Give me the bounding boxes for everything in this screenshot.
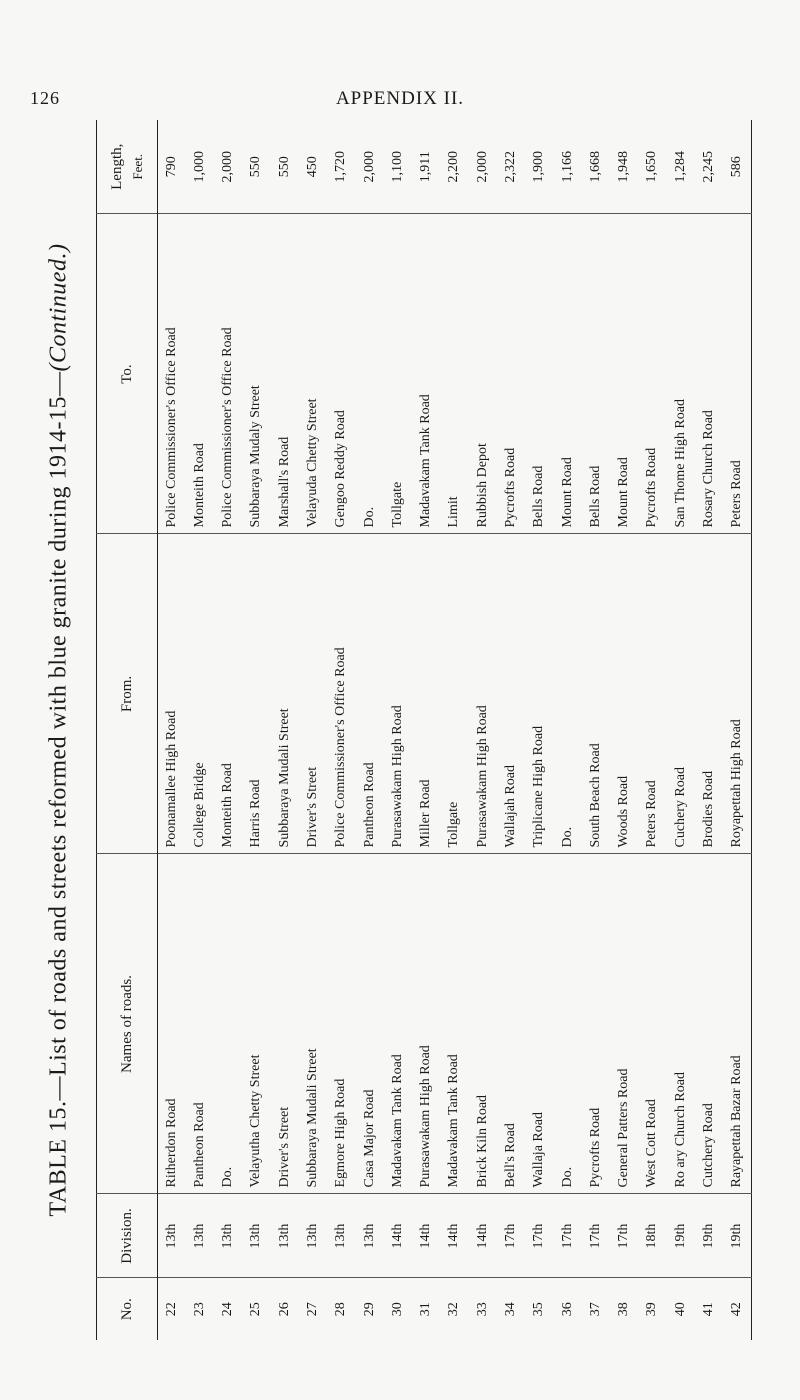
cell-to: Bells Road bbox=[582, 214, 610, 534]
cell-from: Pantheon Road bbox=[355, 534, 383, 854]
cell-from: Miller Road bbox=[412, 534, 440, 854]
cell-from: College Bridge bbox=[186, 534, 214, 854]
header-names: Names of roads. bbox=[97, 854, 158, 1194]
cell-division: 13th bbox=[214, 1194, 242, 1278]
caption-continued: (Continued.) bbox=[45, 243, 72, 372]
roads-table bbox=[96, 120, 752, 1340]
page-number: 126 bbox=[30, 88, 60, 108]
cell-division: 13th bbox=[271, 1194, 299, 1278]
rotated-table bbox=[96, 120, 752, 1340]
cell-to: Subbaraya Mudaly Street bbox=[242, 214, 270, 534]
cell-division: 13th bbox=[242, 1194, 270, 1278]
cell-to: Police Commissioner's Office Road bbox=[214, 214, 242, 534]
cell-division: 13th bbox=[355, 1194, 383, 1278]
table-row bbox=[271, 120, 299, 1340]
cell-to: Marshall's Road bbox=[271, 214, 299, 534]
cell-from: Purasawakam High Road bbox=[469, 534, 497, 854]
cell-length: 1,948 bbox=[616, 151, 632, 183]
cell-no: 35 bbox=[525, 1278, 553, 1340]
cell-length: 550 bbox=[248, 156, 264, 178]
table-row bbox=[440, 120, 468, 1340]
cell-no: 25 bbox=[242, 1278, 270, 1340]
cell-length: 1,650 bbox=[644, 151, 660, 183]
cell-division: 17th bbox=[497, 1194, 525, 1278]
header-no: No. bbox=[97, 1278, 158, 1340]
cell-division: 19th bbox=[667, 1194, 695, 1278]
table-row bbox=[497, 120, 525, 1340]
table-row bbox=[610, 120, 638, 1340]
cell-name: Pantheon Road bbox=[186, 854, 214, 1194]
table-row bbox=[158, 120, 186, 1340]
cell-to: Pycrofts Road bbox=[497, 214, 525, 534]
cell-no: 40 bbox=[667, 1278, 695, 1340]
cell-length: 790 bbox=[163, 156, 179, 178]
cell-no: 32 bbox=[440, 1278, 468, 1340]
cell-to: San Thome High Road bbox=[667, 214, 695, 534]
cell-division: 14th bbox=[469, 1194, 497, 1278]
cell-length: 1,100 bbox=[389, 151, 405, 183]
cell-length: 1,284 bbox=[672, 151, 688, 183]
header-from: From. bbox=[97, 534, 158, 854]
cell-division: 13th bbox=[158, 1194, 186, 1278]
header-row bbox=[97, 120, 158, 1340]
cell-length: 1,166 bbox=[559, 151, 575, 183]
cell-to: Rubbish Depot bbox=[469, 214, 497, 534]
cell-from: Brodies Road bbox=[695, 534, 723, 854]
cell-from: Cuchery Road bbox=[667, 534, 695, 854]
cell-division: 17th bbox=[582, 1194, 610, 1278]
cell-to: Do. bbox=[355, 214, 383, 534]
cell-from: Royapettah High Road bbox=[723, 534, 751, 854]
cell-to: Velayuda Chetty Street bbox=[299, 214, 327, 534]
header-length bbox=[97, 120, 158, 214]
table-row bbox=[214, 120, 242, 1340]
cell-no: 30 bbox=[384, 1278, 412, 1340]
cell-to: Tollgate bbox=[384, 214, 412, 534]
cell-name: Rayapettah Bazar Road bbox=[723, 854, 751, 1194]
cell-no: 41 bbox=[695, 1278, 723, 1340]
table-row bbox=[469, 120, 497, 1340]
cell-to: Madavakam Tank Road bbox=[412, 214, 440, 534]
cell-division: 14th bbox=[440, 1194, 468, 1278]
cell-name: Do. bbox=[553, 854, 581, 1194]
cell-to: Rosary Church Road bbox=[695, 214, 723, 534]
cell-division: 17th bbox=[525, 1194, 553, 1278]
cell-length: 2,000 bbox=[220, 151, 236, 183]
cell-name: Madavakam Tank Road bbox=[440, 854, 468, 1194]
cell-name: General Patters Road bbox=[610, 854, 638, 1194]
cell-name: Subbaraya Mudali Street bbox=[299, 854, 327, 1194]
cell-length: 1,900 bbox=[531, 151, 547, 183]
table-row bbox=[667, 120, 695, 1340]
cell-from: Poonamallee High Road bbox=[158, 534, 186, 854]
cell-no: 36 bbox=[553, 1278, 581, 1340]
cell-length: 586 bbox=[729, 156, 745, 178]
table-row bbox=[525, 120, 553, 1340]
cell-from: Subbaraya Mudali Street bbox=[271, 534, 299, 854]
cell-to: Police Commissioner's Office Road bbox=[158, 214, 186, 534]
cell-division: 18th bbox=[638, 1194, 666, 1278]
table-row bbox=[582, 120, 610, 1340]
table-row bbox=[553, 120, 581, 1340]
cell-to: Bells Road bbox=[525, 214, 553, 534]
cell-name: Casa Major Road bbox=[355, 854, 383, 1194]
cell-length: 2,322 bbox=[503, 151, 519, 183]
cell-length: 550 bbox=[276, 156, 292, 178]
cell-no: 42 bbox=[723, 1278, 751, 1340]
cell-name: Cutchery Road bbox=[695, 854, 723, 1194]
cell-length: 2,000 bbox=[474, 151, 490, 183]
table-area bbox=[96, 120, 752, 1340]
cell-length: 2,200 bbox=[446, 151, 462, 183]
cell-length: 1,911 bbox=[418, 151, 434, 183]
cell-name: Ro ary Church Road bbox=[667, 854, 695, 1194]
cell-length: 2,000 bbox=[361, 151, 377, 183]
cell-no: 26 bbox=[271, 1278, 299, 1340]
cell-name: Driver's Street bbox=[271, 854, 299, 1194]
table-row bbox=[299, 120, 327, 1340]
cell-no: 33 bbox=[469, 1278, 497, 1340]
table-row bbox=[695, 120, 723, 1340]
table-row bbox=[412, 120, 440, 1340]
cell-name: Wallaja Road bbox=[525, 854, 553, 1194]
table-caption bbox=[46, 120, 73, 1340]
cell-name: Bell's Road bbox=[497, 854, 525, 1194]
cell-from: Driver's Street bbox=[299, 534, 327, 854]
cell-to: Pycrofts Road bbox=[638, 214, 666, 534]
cell-division: 14th bbox=[384, 1194, 412, 1278]
cell-from: Woods Road bbox=[610, 534, 638, 854]
table-row bbox=[242, 120, 270, 1340]
cell-to: Monteith Road bbox=[186, 214, 214, 534]
cell-from: Police Commissioner's Office Road bbox=[327, 534, 355, 854]
cell-from: Wallajah Road bbox=[497, 534, 525, 854]
cell-length: 1,720 bbox=[333, 151, 349, 183]
table-row bbox=[638, 120, 666, 1340]
cell-division: 17th bbox=[553, 1194, 581, 1278]
cell-no: 28 bbox=[327, 1278, 355, 1340]
cell-no: 31 bbox=[412, 1278, 440, 1340]
cell-from: Do. bbox=[553, 534, 581, 854]
header-division: Division. bbox=[97, 1194, 158, 1278]
cell-to: Mount Road bbox=[553, 214, 581, 534]
cell-name: Madavakam Tank Road bbox=[384, 854, 412, 1194]
cell-name: Brick Kiln Road bbox=[469, 854, 497, 1194]
cell-name: Velayutha Chetty Street bbox=[242, 854, 270, 1194]
cell-length: 450 bbox=[305, 156, 321, 178]
cell-division: 13th bbox=[186, 1194, 214, 1278]
cell-no: 39 bbox=[638, 1278, 666, 1340]
cell-from: Monteith Road bbox=[214, 534, 242, 854]
caption-main: TABLE 15.—List of roads and streets reformed with blue granite during 1914-15— bbox=[45, 371, 72, 1217]
header-length-unit: Feet. bbox=[129, 153, 145, 180]
cell-no: 23 bbox=[186, 1278, 214, 1340]
cell-from: South Beach Road bbox=[582, 534, 610, 854]
cell-name: Ritherdon Road bbox=[158, 854, 186, 1194]
cell-no: 29 bbox=[355, 1278, 383, 1340]
cell-division: 13th bbox=[299, 1194, 327, 1278]
cell-to: Peters Road bbox=[723, 214, 751, 534]
cell-to: Gengoo Reddy Road bbox=[327, 214, 355, 534]
cell-no: 38 bbox=[610, 1278, 638, 1340]
cell-length: 2,245 bbox=[700, 151, 716, 183]
caption-area bbox=[34, 120, 84, 1340]
cell-division: 13th bbox=[327, 1194, 355, 1278]
cell-name: Purasawakam High Road bbox=[412, 854, 440, 1194]
header-to: To. bbox=[97, 214, 158, 534]
table-row bbox=[355, 120, 383, 1340]
cell-to: Mount Road bbox=[610, 214, 638, 534]
header-length-label: Length, bbox=[108, 143, 125, 190]
cell-to: Limit bbox=[440, 214, 468, 534]
cell-no: 24 bbox=[214, 1278, 242, 1340]
table-row bbox=[186, 120, 214, 1340]
cell-no: 34 bbox=[497, 1278, 525, 1340]
cell-no: 22 bbox=[158, 1278, 186, 1340]
cell-length: 1,668 bbox=[587, 151, 603, 183]
table-body bbox=[158, 120, 752, 1340]
cell-name: West Cott Road bbox=[638, 854, 666, 1194]
cell-division: 14th bbox=[412, 1194, 440, 1278]
table-row bbox=[384, 120, 412, 1340]
cell-name: Do. bbox=[214, 854, 242, 1194]
table-row bbox=[723, 120, 751, 1340]
cell-from: Peters Road bbox=[638, 534, 666, 854]
cell-length: 1,000 bbox=[191, 151, 207, 183]
cell-division: 19th bbox=[723, 1194, 751, 1278]
running-head: APPENDIX II. bbox=[335, 88, 465, 109]
cell-no: 27 bbox=[299, 1278, 327, 1340]
cell-from: Harris Road bbox=[242, 534, 270, 854]
cell-from: Tollgate bbox=[440, 534, 468, 854]
cell-name: Egmore High Road bbox=[327, 854, 355, 1194]
table-row bbox=[327, 120, 355, 1340]
cell-from: Purasawakam High Road bbox=[384, 534, 412, 854]
cell-no: 37 bbox=[582, 1278, 610, 1340]
cell-name: Pycrofts Road bbox=[582, 854, 610, 1194]
cell-division: 19th bbox=[695, 1194, 723, 1278]
cell-division: 17th bbox=[610, 1194, 638, 1278]
cell-from: Triplicane High Road bbox=[525, 534, 553, 854]
